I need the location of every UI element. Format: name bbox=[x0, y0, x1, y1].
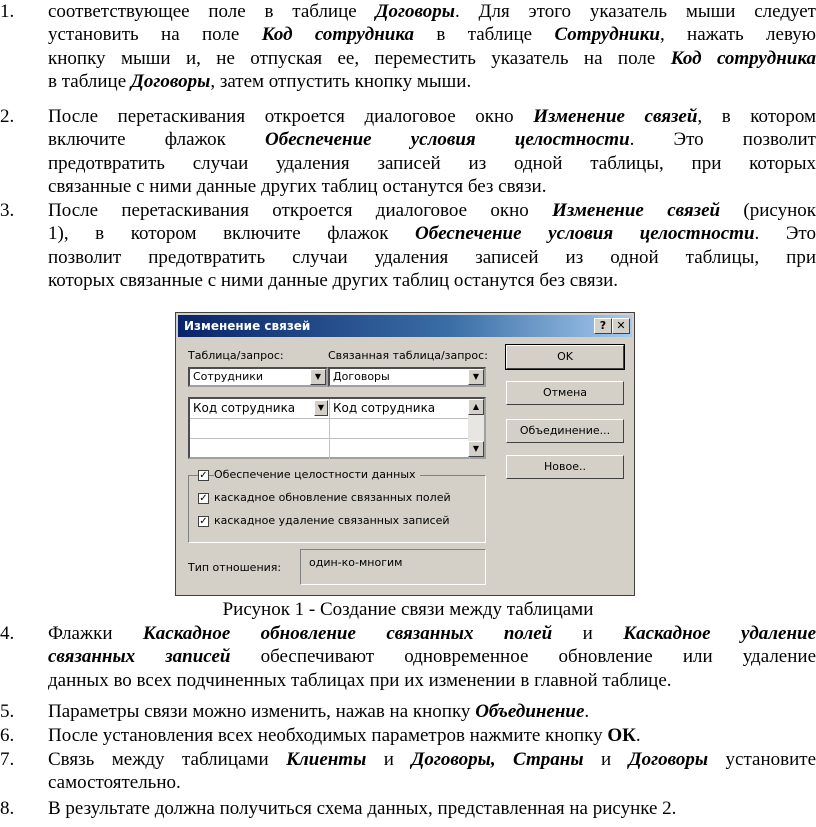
text-line bbox=[48, 70, 816, 93]
text-run: . Это bbox=[754, 223, 816, 245]
text-line bbox=[48, 797, 816, 820]
text-run: самостоятельно. bbox=[48, 772, 181, 794]
emphasized-term: Договоры bbox=[375, 1, 455, 22]
list-item-number: 8. bbox=[0, 798, 15, 819]
text-run: , затем отпустить кнопку мыши. bbox=[210, 71, 472, 93]
grid-field-left: Код сотрудника bbox=[193, 401, 296, 415]
new-button[interactable]: Новое.. bbox=[506, 455, 624, 479]
emphasized-term: Договоры bbox=[130, 71, 211, 93]
text-run: и bbox=[366, 749, 412, 770]
text-line bbox=[48, 269, 816, 292]
text-run: Связь между таблицами bbox=[48, 749, 287, 770]
list-item-number: 7. bbox=[0, 749, 15, 770]
text-line bbox=[48, 246, 816, 269]
text-run: . bbox=[584, 701, 590, 722]
emphasized-term: Изменение связей bbox=[552, 200, 721, 221]
dropdown-arrow-icon[interactable]: ▼ bbox=[310, 369, 326, 385]
cascade-delete-checkbox[interactable]: ✓ bbox=[199, 516, 208, 527]
list-item-number: 4. bbox=[0, 623, 15, 644]
text-line bbox=[48, 222, 816, 245]
ok-button[interactable]: OK bbox=[506, 345, 624, 369]
list-item-text bbox=[48, 622, 816, 692]
text-run: , в котором bbox=[697, 106, 816, 127]
list-item-text bbox=[48, 724, 816, 747]
text-run: которых связанные с ними данные других таблиц останутся без связи. bbox=[48, 270, 619, 292]
text-line bbox=[48, 669, 816, 692]
emphasized-term: Клиенты bbox=[286, 749, 367, 770]
text-run: . Для этого указатель мыши следует bbox=[454, 1, 816, 22]
text-line bbox=[48, 23, 816, 46]
text-run: предотвратить случаи удаления записей из одной таблицы, при которых bbox=[48, 152, 816, 174]
emphasized-term: Каскадное обновление связанных полей bbox=[142, 623, 553, 644]
emphasized-term: Объединение bbox=[475, 701, 585, 722]
text-line bbox=[48, 128, 816, 151]
text-line bbox=[48, 105, 816, 128]
text-run: и bbox=[552, 623, 624, 644]
text-run: связанные с ними данные других таблиц останутся без связи. bbox=[48, 176, 547, 198]
integrity-label: Обеспечение целостности данных bbox=[214, 468, 420, 481]
emphasized-term: Код сотрудника bbox=[670, 47, 816, 69]
list-item-number: 5. bbox=[0, 701, 15, 722]
emphasized-term: ОК bbox=[607, 725, 636, 746]
list-item-number: 2. bbox=[0, 106, 15, 127]
text-line bbox=[48, 175, 816, 198]
text-run: позволит предотвратить случаи удаления записей из одной таблицы, при bbox=[48, 246, 816, 268]
emphasized-term: Договоры, Страны bbox=[411, 749, 584, 770]
text-run: в таблице bbox=[414, 24, 555, 46]
emphasized-term: Изменение связей bbox=[533, 106, 698, 127]
text-line bbox=[48, 700, 816, 723]
edit-relationships-dialog bbox=[175, 312, 635, 596]
text-run: , нажать левую bbox=[659, 24, 816, 46]
grid-cell[interactable] bbox=[330, 439, 470, 459]
dialog-titlebar bbox=[178, 315, 632, 337]
text-run: данных во всех подчиненных таблицах при их изменении в главной таблице. bbox=[48, 669, 672, 691]
text-line bbox=[48, 0, 816, 23]
text-line bbox=[48, 724, 816, 747]
cascade-delete-label: каскадное удаление связанных записей bbox=[214, 514, 450, 527]
text-run: . Это позволит bbox=[629, 129, 816, 151]
cascade-update-label: каскадное обновление связанных полей bbox=[214, 491, 451, 504]
text-run: включите флажок bbox=[48, 129, 266, 151]
text-run: установить на поле bbox=[48, 24, 262, 46]
list-item-text bbox=[48, 0, 816, 94]
grid-cell[interactable] bbox=[330, 419, 470, 439]
text-line bbox=[48, 622, 816, 645]
figure-caption: Рисунок 1 - Создание связи между таблицами bbox=[222, 599, 594, 620]
related-table-combo[interactable] bbox=[328, 367, 486, 387]
integrity-checkbox[interactable]: ✓ bbox=[199, 470, 208, 481]
text-run: В результате должна получиться схема данных, представленная на рисунке 2. bbox=[48, 798, 677, 819]
cascade-update-checkbox[interactable]: ✓ bbox=[199, 493, 208, 504]
grid-field-right: Код сотрудника bbox=[333, 401, 436, 415]
text-run: в таблице bbox=[48, 71, 131, 93]
text-run: . bbox=[635, 725, 641, 746]
dropdown-arrow-icon[interactable]: ▼ bbox=[468, 369, 484, 385]
text-run: После установления всех необходимых параметров нажмите кнопку bbox=[48, 725, 608, 746]
text-run: соответствующее поле в таблице bbox=[48, 1, 376, 22]
text-run: Параметры связи можно изменить, нажав на кнопку bbox=[48, 701, 476, 722]
grid-scrollbar[interactable] bbox=[468, 399, 484, 457]
text-run: установите bbox=[708, 749, 816, 770]
text-line bbox=[48, 199, 816, 222]
list-item-text bbox=[48, 700, 816, 723]
text-run: кнопку мыши и, не отпуская ее, переместить указатель на поле bbox=[48, 47, 671, 69]
grid-cell-right[interactable] bbox=[330, 399, 470, 419]
integrity-groupbox bbox=[188, 475, 486, 543]
relation-type-value: один-ко-многим bbox=[309, 556, 403, 569]
grid-cell[interactable] bbox=[190, 439, 330, 459]
emphasized-term: Обеспечение условия целостности bbox=[265, 129, 630, 151]
related-combo-value: Договоры bbox=[333, 370, 390, 383]
text-run: 1), в котором включите флажок bbox=[48, 223, 416, 245]
list-item-text bbox=[48, 199, 816, 293]
text-run: После перетаскивания откроется диалоговое окно bbox=[48, 200, 553, 221]
emphasized-term: связанных записей bbox=[48, 646, 231, 668]
dialog-title: Изменение связей bbox=[184, 319, 311, 333]
table-combo-value: Сотрудники bbox=[193, 370, 264, 383]
emphasized-term: Каскадное удаление bbox=[623, 623, 816, 644]
grid-cell-left[interactable] bbox=[190, 399, 330, 419]
cancel-button[interactable]: Отмена bbox=[506, 381, 624, 405]
close-button[interactable]: ✕ bbox=[612, 318, 630, 334]
emphasized-term: Договоры bbox=[628, 749, 709, 770]
dropdown-arrow-icon[interactable]: ▼ bbox=[314, 400, 328, 416]
scroll-down-icon[interactable]: ▼ bbox=[468, 441, 484, 457]
text-run: и bbox=[583, 749, 629, 770]
text-line bbox=[48, 645, 816, 668]
related-table-label: Связанная таблица/запрос: bbox=[328, 349, 488, 362]
relation-type-label: Тип отношения: bbox=[188, 561, 282, 574]
text-line bbox=[48, 152, 816, 175]
text-run: Флажки bbox=[48, 623, 143, 644]
list-item-number: 1. bbox=[0, 1, 15, 22]
help-button[interactable]: ? bbox=[594, 318, 612, 334]
text-run: (рисунок bbox=[720, 200, 816, 221]
scroll-up-icon[interactable]: ▲ bbox=[468, 399, 484, 415]
emphasized-term: Код сотрудника bbox=[261, 24, 414, 46]
emphasized-term: Обеспечение условия целостности bbox=[415, 223, 755, 245]
text-run: обеспечивают одновременное обновление или удаление bbox=[230, 646, 816, 668]
list-item-text bbox=[48, 797, 816, 820]
join-button[interactable]: Объединение... bbox=[506, 419, 624, 443]
list-item-text bbox=[48, 105, 816, 199]
table-combo[interactable] bbox=[188, 367, 328, 387]
list-item-number: 6. bbox=[0, 725, 15, 746]
list-item-number: 3. bbox=[0, 200, 15, 221]
table-query-label: Таблица/запрос: bbox=[188, 349, 284, 362]
relation-type-box bbox=[300, 549, 486, 585]
text-run: После перетаскивания откроется диалоговое окно bbox=[48, 106, 534, 127]
text-line bbox=[48, 748, 816, 771]
emphasized-term: Сотрудники bbox=[554, 24, 660, 46]
list-item-text bbox=[48, 748, 816, 795]
fields-grid[interactable] bbox=[188, 397, 486, 459]
text-line bbox=[48, 47, 816, 70]
grid-cell[interactable] bbox=[190, 419, 330, 439]
text-line bbox=[48, 771, 816, 794]
